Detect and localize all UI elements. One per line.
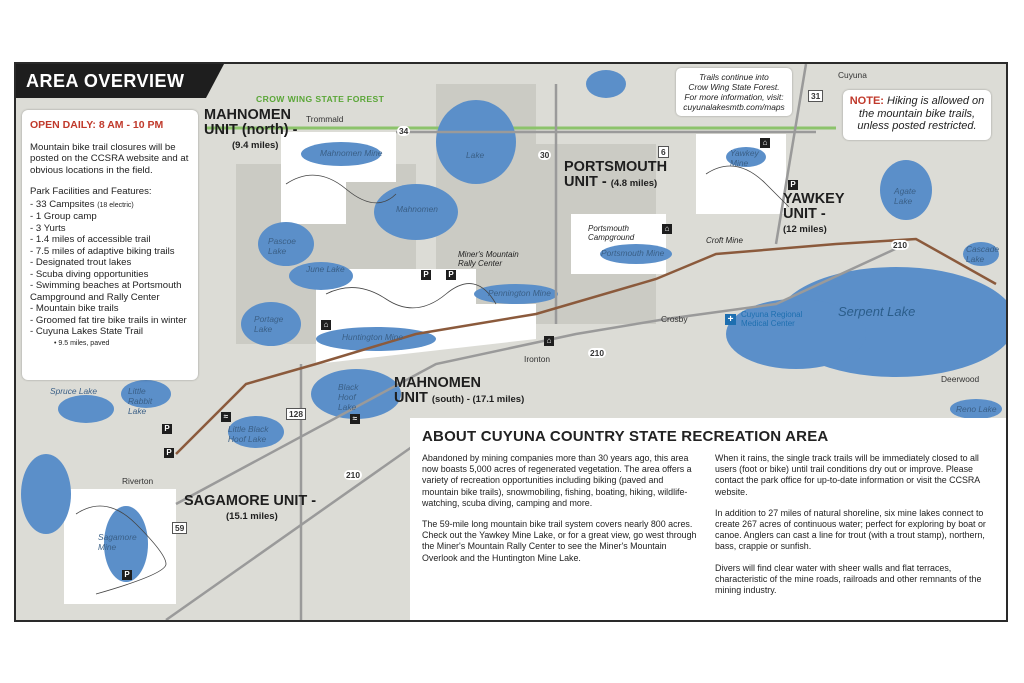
pascoe-lake-label: Pascoe Lake	[268, 236, 296, 256]
facility-item: - Groomed fat tire bike trails in winter	[30, 314, 187, 326]
trails-box-line: For more information, visit:	[684, 92, 784, 102]
about-paragraph: Abandoned by mining companies more than 30 years ago, this area now boasts 5,000 acres of regenerated vegetation. The area offers a variety of recreation opportunities including biking (paved and mountain bike trails), snowmobiling, fishing, boating, hiking, wildlife-watching, scuba diving, camping and more.	[422, 453, 692, 508]
unit-name: UNIT	[394, 390, 428, 406]
facilities-list	[30, 199, 190, 350]
restroom-icon: ⌂	[760, 138, 770, 148]
forest-label: CROW WING STATE FOREST	[256, 94, 385, 104]
facility-item: - 33 Campsites (18 electric)	[30, 198, 134, 210]
facility-item: - Cuyuna Lakes State Trail	[30, 326, 144, 337]
parking-icon: P	[162, 424, 172, 434]
agate-lake-label: Agate Lake	[894, 186, 916, 206]
unit-miles: (12 miles)	[783, 224, 827, 235]
about-paragraph: Divers will find clear water with sheer walls and flat terraces, characteristic of the mine roads, railroads and other remnants of the mining industry.	[715, 562, 982, 596]
about-columns	[422, 453, 994, 606]
spruce-lake	[58, 395, 114, 423]
place-crosby: Crosby	[661, 314, 688, 324]
boat-launch-icon: ≈	[221, 412, 231, 422]
unit-name: YAWKEY	[783, 191, 845, 207]
unit-sagamore	[184, 494, 316, 524]
parking-icon: P	[164, 448, 174, 458]
north-lake	[586, 70, 626, 98]
about-column-left	[422, 453, 701, 606]
highway-30-shield: 30	[540, 150, 550, 160]
highway-31-shield: 31	[808, 90, 823, 102]
page-title: AREA OVERVIEW	[16, 64, 206, 98]
trails-box-line: Crow Wing State Forest.	[688, 82, 780, 92]
unit-name: UNIT -	[564, 174, 607, 190]
facility-item: - Mountain bike trails	[30, 303, 119, 314]
portage-lake-label: Portage Lake	[254, 314, 284, 334]
trailhead-icon: ⌂	[544, 336, 554, 346]
unit-yawkey	[783, 192, 845, 237]
unit-name: PORTSMOUTH	[564, 159, 668, 175]
parking-icon: P	[446, 270, 456, 280]
trails-continue-box	[676, 68, 792, 116]
huntington-mine-label: Huntington Mine	[342, 332, 403, 342]
trails-box-line: Trails continue into	[699, 72, 769, 82]
place-cuyuna: Cuyuna	[838, 70, 867, 80]
map-frame	[14, 62, 1008, 622]
june-lake-label: June Lake	[306, 264, 345, 274]
highway-6-shield: 6	[658, 146, 669, 158]
note-box	[843, 90, 991, 140]
trails-box-url: cuyunalakesmtb.com/maps	[683, 102, 785, 112]
note-text: Hiking is allowed on the mountain bike trails, unless posted restricted.	[857, 95, 985, 132]
unit-mahnomen-south	[394, 376, 524, 407]
poi-croft-mine: Croft Mine	[706, 236, 743, 245]
lake-label: Lake	[466, 150, 485, 160]
mahnomen-lake	[436, 100, 516, 184]
unit-mahnomen-north	[204, 108, 297, 153]
open-hours: OPEN DAILY: 8 AM - 10 PM	[30, 119, 164, 131]
mahnomen-mine-label: Mahnomen Mine	[320, 148, 383, 158]
highway-210-shield: 210	[893, 240, 907, 250]
boat-launch-icon: ≈	[350, 414, 360, 424]
camping-icon: ⌂	[321, 320, 331, 330]
poi-miners-mountain: Miner's Mountain Rally Center	[458, 250, 519, 268]
facility-item: - 3 Yurts	[30, 222, 66, 234]
hospital-icon: +	[725, 314, 736, 325]
highway-128-shield: 128	[286, 408, 306, 420]
trail-length-note: • 9.5 miles, paved	[54, 339, 110, 347]
about-paragraph: When it rains, the single track trails will be immediately closed to all users (foot or bike) until trail conditions dry out or improve. Please contact the park office for up-to-date information or visit the CCSRA website.	[715, 453, 980, 497]
place-deerwood: Deerwood	[941, 374, 980, 384]
about-panel	[410, 418, 1006, 620]
parking-icon: P	[122, 570, 132, 580]
camping-icon: ⌂	[662, 224, 672, 234]
unit-name: MAHNOMEN	[204, 107, 291, 123]
park-area-yawkey	[696, 134, 786, 214]
unit-miles: (15.1 miles)	[226, 511, 278, 522]
facility-item: - 7.5 miles of adaptive biking trails	[30, 245, 175, 257]
pennington-mine-label: Pennington Mine	[488, 288, 551, 298]
yawkey-mine-label: Yawkey Mine	[730, 148, 759, 168]
facility-item: - Swimming beaches at Portsmouth Campground and Rally Center	[30, 280, 182, 303]
place-ironton: Ironton	[524, 354, 551, 364]
place-riverton: Riverton	[122, 476, 154, 486]
about-paragraph: In addition to 27 miles of natural shoreline, six mine lakes connect to create 267 acres of continuous water; perfect for exploring by boat or canoe. Anglers can cast a line for trout (with a trout stamp), northern, bass, crappie or sunfish.	[715, 507, 986, 552]
facilities-title: Park Facilities and Features:	[30, 186, 152, 197]
portsmouth-mine-label: Portsmouth Mine	[601, 248, 665, 258]
unit-name: UNIT (north) -	[204, 122, 298, 138]
unit-miles: (4.8 miles)	[610, 178, 658, 189]
serpent-lake-label: Serpent Lake	[838, 304, 916, 319]
unit-name: UNIT -	[783, 206, 826, 222]
park-area-portsmouth	[571, 214, 666, 274]
campsites-note: (18 electric)	[97, 201, 134, 209]
reno-lake-label: Reno Lake	[956, 404, 997, 414]
unit-name: SAGAMORE UNIT -	[184, 493, 317, 509]
highway-34-shield: 34	[399, 126, 409, 136]
closure-note: Mountain bike trail closures will be posted on the CCSRA website and at obvious locations in the field.	[30, 141, 189, 176]
facility-item: - Designated trout lakes	[30, 257, 132, 268]
west-lake	[21, 454, 71, 534]
sagamore-mine-label: Sagamore Mine	[98, 532, 137, 552]
place-trommald: Trommald	[306, 114, 344, 124]
unit-portsmouth	[564, 160, 667, 191]
spruce-lake-label: Spruce Lake	[50, 386, 98, 396]
unit-miles: (9.4 miles)	[232, 140, 279, 151]
cascade-lake-label: Cascade Lake	[966, 244, 1000, 264]
unit-name: MAHNOMEN	[394, 375, 481, 391]
mahnomen-lake-label: Mahnomen	[396, 204, 438, 214]
rabbit-lake-label: Little Rabbit Lake	[128, 386, 153, 416]
little-black-hoof-label: Little Black Hoof Lake	[228, 424, 269, 444]
facility-item: - 1 Group camp	[30, 211, 97, 222]
black-hoof-lake-label: Black Hoof Lake	[338, 382, 359, 412]
about-paragraph: The 59-mile long mountain bike trail system covers nearly 800 acres. Check out the Yawkey Mine Lake, or for a great view, go west through the Miner's Mountain Rally Center to see the Miner's Mountain Overlook and the Huntington Mine Lake.	[422, 519, 697, 563]
poi-portsmouth-campground: Portsmouth Campground	[588, 224, 635, 242]
poi-hospital: Cuyuna Regional Medical Center	[741, 310, 803, 328]
unit-miles: (south) - (17.1 miles)	[431, 394, 525, 405]
parking-icon: P	[421, 270, 431, 280]
parking-icon: P	[788, 180, 798, 190]
highway-210-shield: 210	[346, 470, 360, 480]
about-title: ABOUT CUYUNA COUNTRY STATE RECREATION AREA	[422, 428, 829, 445]
highway-210-shield: 210	[590, 348, 604, 358]
info-box	[22, 110, 198, 380]
facility-item: - 1.4 miles of accessible trail	[30, 234, 151, 245]
highway-59-shield: 59	[172, 522, 187, 534]
about-column-right	[715, 453, 994, 606]
note-label: NOTE:	[849, 95, 884, 107]
facility-item: - Scuba diving opportunities	[30, 268, 149, 280]
